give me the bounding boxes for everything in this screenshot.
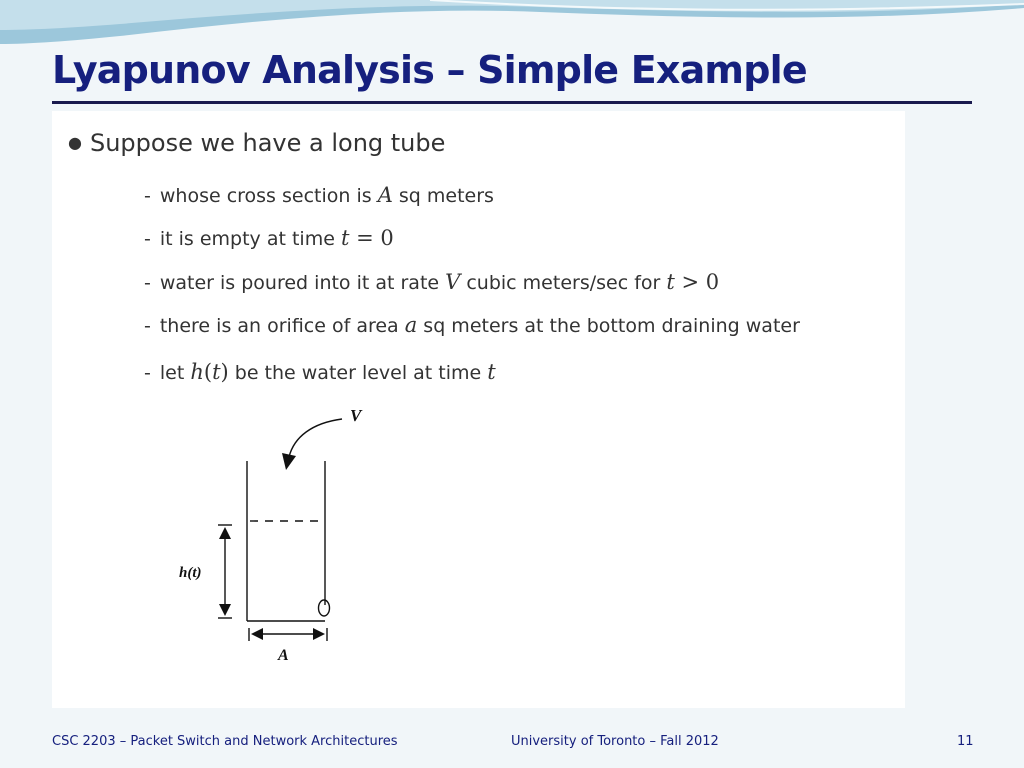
- sub-text: it is empty at time: [159, 228, 341, 250]
- main-bullet: [68, 129, 445, 157]
- sub-text: water is poured into it at rate: [159, 272, 446, 294]
- math-var: t: [212, 360, 221, 384]
- sub-text: cubic meters/sec for: [460, 272, 667, 294]
- a-arrow-left-head: [251, 628, 263, 640]
- footer-institution: University of Toronto – Fall 2012: [511, 734, 719, 749]
- sub-text: sq meters: [392, 185, 494, 207]
- content-area: [52, 111, 905, 708]
- math-var: t: [666, 270, 675, 294]
- a-arrow-right-head: [313, 628, 325, 640]
- math-var: V: [445, 270, 461, 294]
- dash-marker: -: [144, 272, 151, 294]
- header-wave-decoration: [0, 0, 1024, 44]
- inflow-arrowhead: [282, 453, 296, 470]
- slide-title: Lyapunov Analysis – Simple Example: [52, 48, 807, 92]
- math-var: t: [340, 226, 350, 250]
- label-a: A: [278, 647, 289, 664]
- math-var: h: [190, 360, 204, 384]
- inflow-arrow: [289, 419, 342, 457]
- h-arrow-up-head: [219, 527, 231, 539]
- math-var: t: [487, 360, 496, 384]
- sub-text: there is an orifice of area: [159, 315, 405, 337]
- footer-course: CSC 2203 – Packet Switch and Network Architectures: [52, 734, 398, 749]
- bullet-dot-icon: ●: [68, 133, 82, 152]
- dash-marker: -: [144, 185, 151, 207]
- sub-item-pour-rate: [144, 270, 719, 294]
- math-expr: (: [203, 360, 213, 384]
- tube-diagram: [172, 401, 402, 686]
- title-underline: [52, 101, 972, 104]
- orifice-icon: [319, 600, 330, 616]
- sub-text: whose cross section is: [159, 185, 378, 207]
- sub-text: be the water level at time: [228, 362, 488, 384]
- math-expr: ): [220, 360, 229, 384]
- main-bullet-text: Suppose we have a long tube: [89, 129, 446, 157]
- sub-item-empty: [144, 226, 394, 250]
- page-number: 11: [957, 734, 974, 749]
- dash-marker: -: [144, 315, 151, 337]
- sub-text: sq meters at the bottom draining water: [417, 315, 800, 337]
- math-expr: = 0: [349, 226, 394, 250]
- sub-item-water-level: [144, 360, 496, 384]
- label-v: V: [350, 406, 362, 425]
- sub-item-cross-section: [144, 183, 494, 207]
- dash-marker: -: [144, 228, 151, 250]
- math-var: a: [404, 313, 418, 337]
- label-h: h(t): [179, 565, 202, 581]
- math-var: A: [377, 183, 393, 207]
- math-expr: > 0: [674, 270, 720, 294]
- sub-text: let: [159, 362, 191, 384]
- dash-marker: -: [144, 362, 151, 384]
- sub-item-orifice: [144, 313, 800, 337]
- h-arrow-down-head: [219, 604, 231, 616]
